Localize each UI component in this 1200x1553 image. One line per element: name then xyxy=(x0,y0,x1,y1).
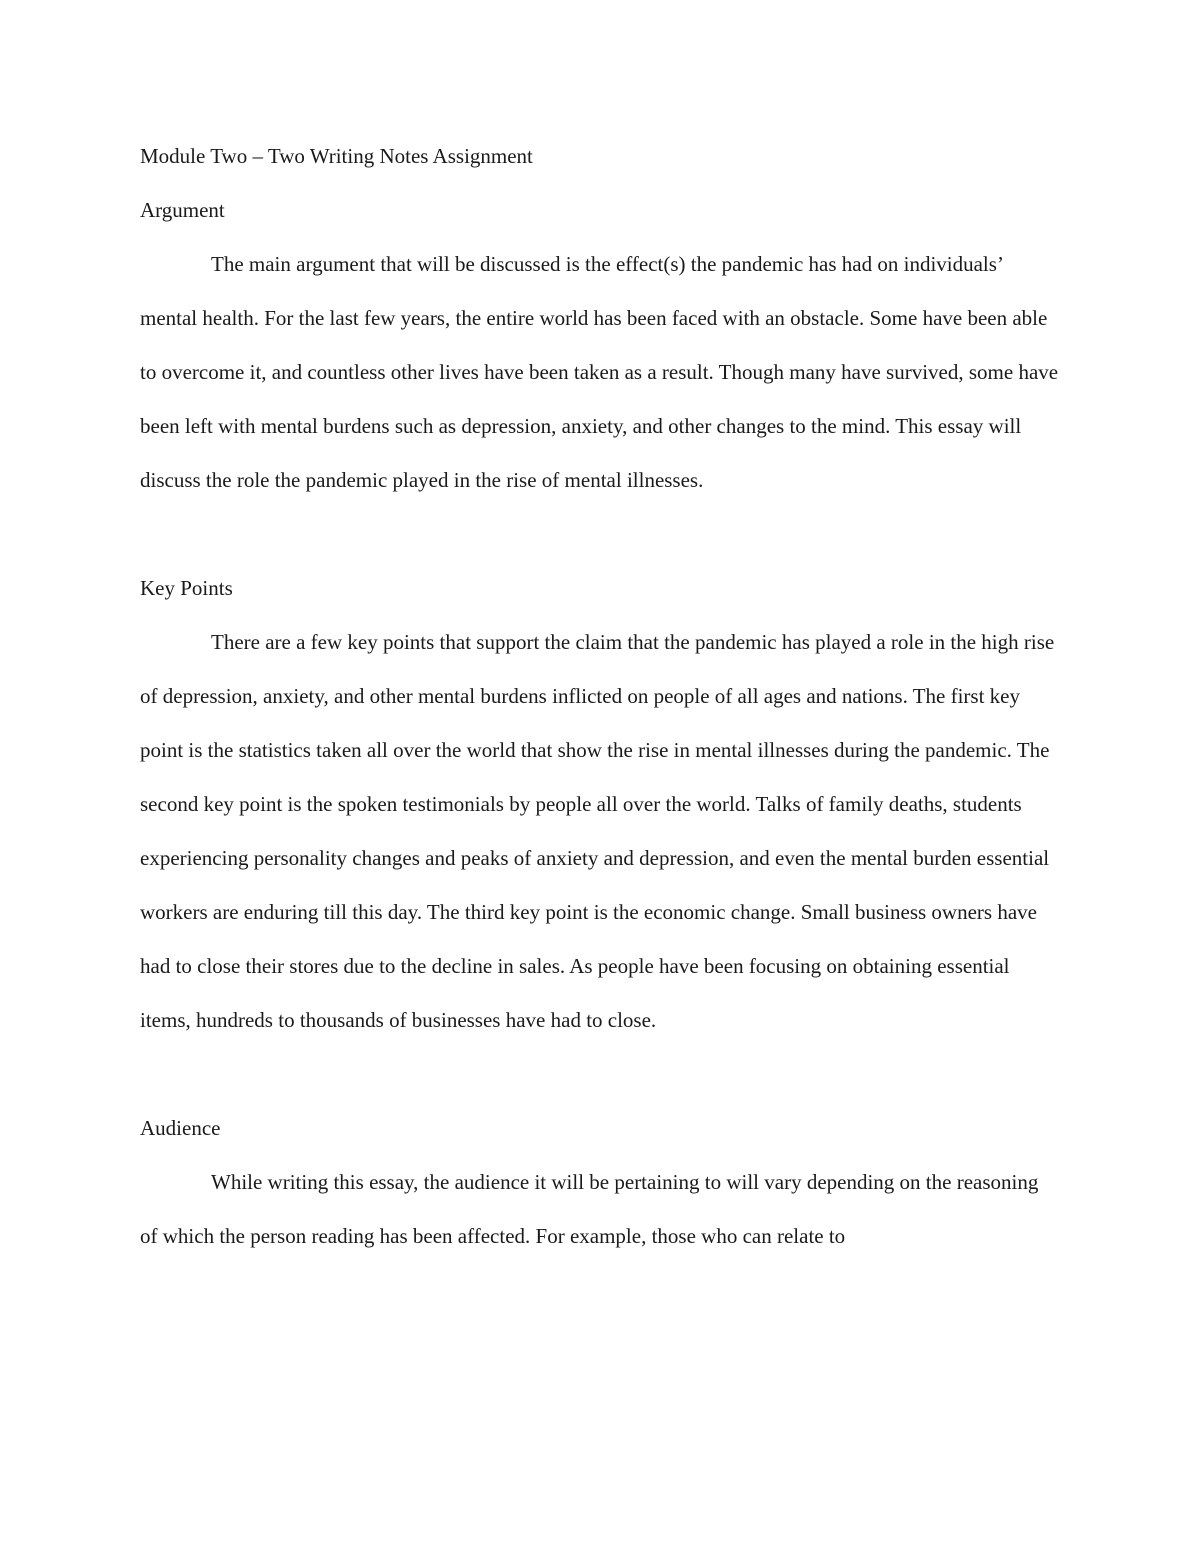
section-spacer xyxy=(140,507,1060,561)
document-body xyxy=(140,129,1060,1263)
section-heading-audience: Audience xyxy=(140,1116,221,1140)
section-heading-argument: Argument xyxy=(140,198,225,222)
paragraph-key-points: There are a few key points that support the claim that the pandemic has played a role in the high rise of depression, anxiety, and other mental burdens inflicted on people of all ages and nations. The first key point is the statistics taken all over the world that show the rise in mental illnesses during the pandemic. The second key point is the spoken testimonials by people all over the world. Talks of family deaths, students experiencing personality changes and peaks of anxiety and depression, and even the mental burden essential workers are enduring till this day. The third key point is the economic change. Small business owners have had to close their stores due to the decline in sales. As people have been focusing on obtaining essential items, hundreds to thousands of businesses have had to close. xyxy=(140,630,1055,1032)
document-title: Module Two – Two Writing Notes Assignment xyxy=(140,144,533,168)
paragraph-audience: While writing this essay, the audience it will be pertaining to will vary depending on the reasoning of which the person reading has been affected. For example, those who can relate to xyxy=(140,1170,1039,1248)
section-heading-key-points: Key Points xyxy=(140,576,233,600)
section-spacer xyxy=(140,1047,1060,1101)
paragraph-argument: The main argument that will be discussed is the effect(s) the pandemic has had on individuals’ mental health. For the last few years, the entire world has been faced with an obstacle. Some have been able to overcome it, and countless other lives have been taken as a result. Though many have survived, some have been left with mental burdens such as depression, anxiety, and other changes to the mind. This essay will discuss the role the pandemic played in the rise of mental illnesses. xyxy=(140,252,1059,492)
